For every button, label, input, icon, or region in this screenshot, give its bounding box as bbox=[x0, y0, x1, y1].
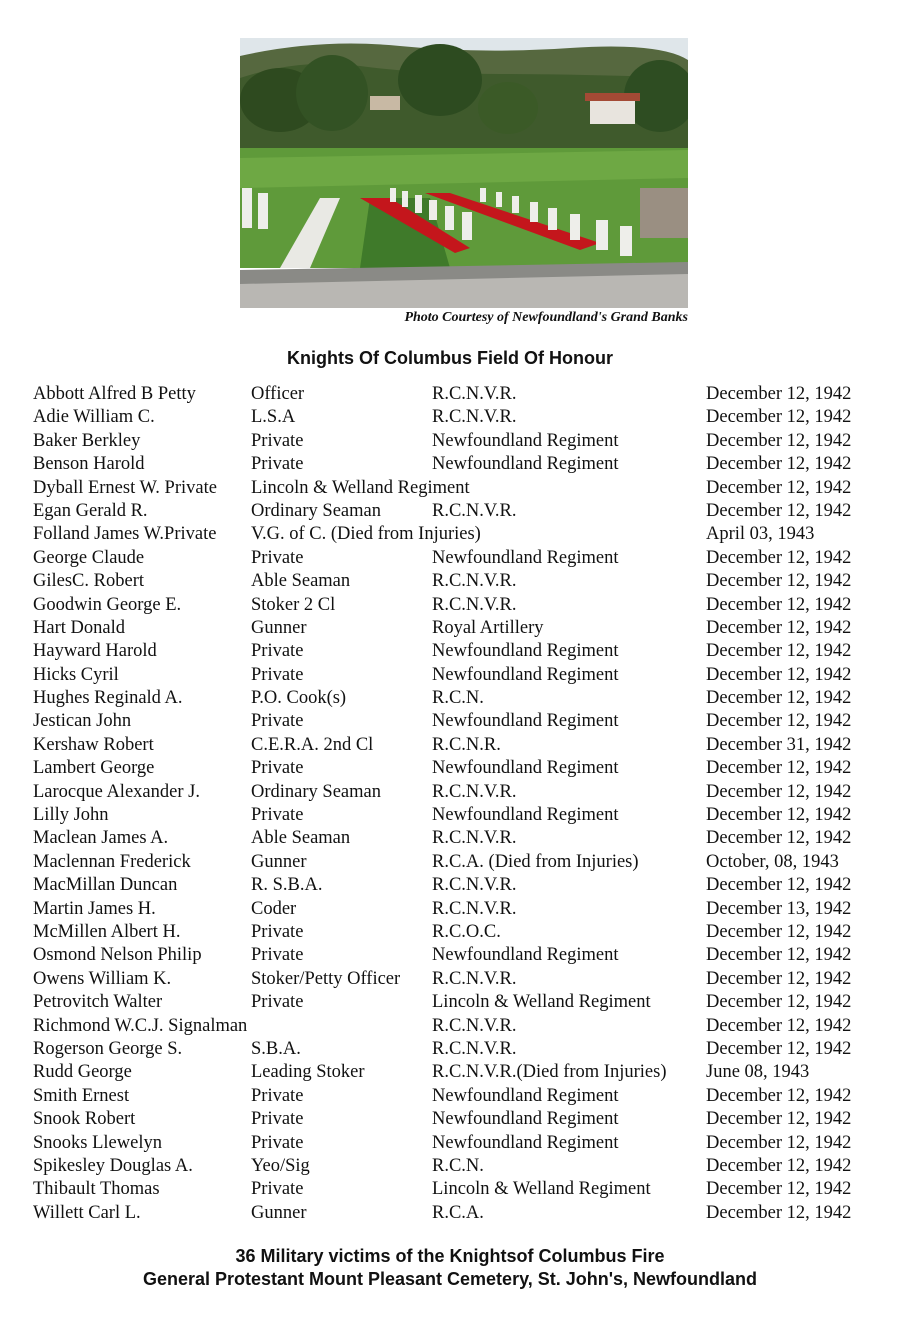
list-item bbox=[33, 1132, 883, 1155]
victim-date: December 12, 1942 bbox=[706, 875, 852, 896]
list-item bbox=[33, 617, 883, 640]
victim-date: December 12, 1942 bbox=[706, 1085, 852, 1106]
victim-unit: Newfoundland Regiment bbox=[432, 758, 619, 779]
victim-name: Willett Carl L. bbox=[33, 1202, 141, 1223]
list-item bbox=[33, 1108, 883, 1131]
victim-unit: R.C.O.C. bbox=[432, 921, 501, 942]
victim-unit: R.C.N.V.R. bbox=[432, 781, 517, 802]
list-item bbox=[33, 1015, 883, 1038]
victim-unit: Newfoundland Regiment bbox=[432, 454, 619, 475]
victim-name: Snooks Llewelyn bbox=[33, 1132, 162, 1153]
list-item bbox=[33, 640, 883, 663]
victim-date: December 12, 1942 bbox=[706, 617, 852, 638]
list-item bbox=[33, 453, 883, 476]
victim-date: December 12, 1942 bbox=[706, 711, 852, 732]
victim-name: Adie William C. bbox=[33, 407, 155, 428]
victim-unit: R.C.A. (Died from Injuries) bbox=[432, 851, 639, 872]
victim-date: April 03, 1943 bbox=[706, 524, 815, 545]
victim-name: GilesC. Robert bbox=[33, 571, 144, 592]
list-item bbox=[33, 804, 883, 827]
list-item bbox=[33, 781, 883, 804]
victim-date: December 12, 1942 bbox=[706, 454, 852, 475]
page-title: Knights Of Columbus Field Of Honour bbox=[287, 348, 613, 368]
victim-date: December 12, 1942 bbox=[706, 1179, 852, 1200]
victim-rank: Ordinary Seaman bbox=[251, 500, 381, 521]
victim-name: Egan Gerald R. bbox=[33, 500, 148, 521]
list-item bbox=[33, 968, 883, 991]
victim-name: Hughes Reginald A. bbox=[33, 688, 183, 709]
victim-name: Larocque Alexander J. bbox=[33, 781, 200, 802]
victim-unit: R.C.N.V.R. bbox=[432, 594, 517, 615]
victim-rank: Private bbox=[251, 921, 304, 942]
victim-rank: R. S.B.A. bbox=[251, 875, 323, 896]
victim-rank: Private bbox=[251, 547, 304, 568]
victim-unit: R.C.N.V.R.(Died from Injuries) bbox=[432, 1062, 667, 1083]
victim-date: December 12, 1942 bbox=[706, 500, 852, 521]
victim-rank: Private bbox=[251, 945, 304, 966]
list-item bbox=[33, 383, 883, 406]
victim-rank: Private bbox=[251, 805, 304, 826]
victim-name: Folland James W.Private bbox=[33, 524, 217, 545]
victim-name: George Claude bbox=[33, 547, 145, 568]
list-item bbox=[33, 406, 883, 429]
victim-name: Rudd George bbox=[33, 1062, 132, 1083]
victim-rank: Gunner bbox=[251, 617, 307, 638]
victim-name: Martin James H. bbox=[33, 898, 156, 919]
victim-name: Richmond W.C.J. Signalman bbox=[33, 1015, 248, 1036]
victim-unit: R.C.N.R. bbox=[432, 734, 501, 755]
list-item bbox=[33, 1061, 883, 1084]
footer-line-2: General Protestant Mount Pleasant Cemetery, St. John's, Newfoundland bbox=[142, 1269, 758, 1289]
victim-name: Hart Donald bbox=[33, 617, 125, 638]
victim-rank: Able Seaman bbox=[251, 571, 351, 592]
victim-unit: R.C.N.V.R. bbox=[432, 384, 517, 404]
victim-rank: Private bbox=[251, 1085, 304, 1106]
victim-unit: R.C.N.V.R. bbox=[432, 828, 517, 849]
list-item bbox=[33, 851, 883, 874]
victim-name: Maclennan Frederick bbox=[33, 851, 191, 872]
victim-unit: R.C.N.V.R. bbox=[432, 1038, 517, 1059]
victim-date: December 12, 1942 bbox=[706, 992, 852, 1013]
list-item bbox=[33, 664, 883, 687]
victim-unit: Newfoundland Regiment bbox=[432, 1085, 619, 1106]
list-item bbox=[33, 757, 883, 780]
victim-name: Thibault Thomas bbox=[33, 1179, 160, 1200]
list-item bbox=[33, 710, 883, 733]
victim-rank: Private bbox=[251, 664, 304, 685]
victim-unit: Newfoundland Regiment bbox=[432, 945, 619, 966]
victim-rank: Private bbox=[251, 992, 304, 1013]
victim-name: McMillen Albert H. bbox=[33, 921, 181, 942]
victim-name: Hicks Cyril bbox=[33, 664, 119, 685]
victim-name: Petrovitch Walter bbox=[33, 992, 163, 1013]
victim-name: Smith Ernest bbox=[33, 1085, 130, 1106]
victim-date: December 12, 1942 bbox=[706, 407, 852, 428]
victim-name: Lilly John bbox=[33, 805, 109, 826]
list-item bbox=[33, 1155, 883, 1178]
victim-date: December 12, 1942 bbox=[706, 781, 852, 802]
victim-rank: S.B.A. bbox=[251, 1038, 301, 1059]
victim-date: December 12, 1942 bbox=[706, 1155, 852, 1176]
victim-date: December 12, 1942 bbox=[706, 1202, 852, 1223]
victim-rank: Able Seaman bbox=[251, 828, 351, 849]
cemetery-photo bbox=[240, 38, 688, 308]
victim-unit: Newfoundland Regiment bbox=[432, 805, 619, 826]
footer-line-1: 36 Military victims of the Knightsof Columbus Fire bbox=[235, 1246, 665, 1266]
victim-rank: Ordinary Seaman bbox=[251, 781, 381, 802]
victim-name: Lambert George bbox=[33, 758, 155, 779]
list-item bbox=[33, 523, 883, 546]
victim-rank: Gunner bbox=[251, 1202, 307, 1223]
victim-unit: R.C.N. bbox=[432, 1155, 484, 1176]
victim-rank: Private bbox=[251, 1179, 304, 1200]
victim-date: December 12, 1942 bbox=[706, 571, 852, 592]
victim-rank: Stoker 2 Cl bbox=[251, 594, 336, 615]
victim-rank: L.S.A bbox=[251, 407, 296, 428]
victim-rank: V.G. of C. (Died from Injuries) bbox=[251, 524, 481, 545]
victim-unit: R.C.N.V.R. bbox=[432, 875, 517, 896]
victim-date: December 12, 1942 bbox=[706, 828, 852, 849]
victim-date: December 12, 1942 bbox=[706, 594, 852, 615]
list-item bbox=[33, 1202, 883, 1225]
victim-date: December 12, 1942 bbox=[706, 384, 852, 404]
victim-name: Dyball Ernest W. Private bbox=[33, 477, 217, 498]
list-item bbox=[33, 898, 883, 921]
victim-name: Owens William K. bbox=[33, 968, 172, 989]
victim-rank: Gunner bbox=[251, 851, 307, 872]
list-item bbox=[33, 500, 883, 523]
victim-date: December 12, 1942 bbox=[706, 1109, 852, 1130]
victim-name: Maclean James A. bbox=[33, 828, 169, 849]
victim-date: December 12, 1942 bbox=[706, 477, 852, 498]
victim-name: MacMillan Duncan bbox=[33, 875, 178, 896]
victim-unit: Royal Artillery bbox=[432, 617, 544, 638]
list-item bbox=[33, 430, 883, 453]
victim-date: December 12, 1942 bbox=[706, 805, 852, 826]
list-item bbox=[33, 570, 883, 593]
victim-rank: Private bbox=[251, 711, 304, 732]
victim-rank: Stoker/Petty Officer bbox=[251, 968, 401, 989]
victim-rank: Lincoln & Welland Regiment bbox=[251, 477, 470, 498]
victim-rank: Officer bbox=[251, 384, 305, 404]
victim-name: Kershaw Robert bbox=[33, 734, 154, 755]
list-item bbox=[33, 827, 883, 850]
victim-unit: R.C.N.V.R. bbox=[432, 968, 517, 989]
list-item bbox=[33, 944, 883, 967]
list-item bbox=[33, 547, 883, 570]
victim-rank: Private bbox=[251, 1132, 304, 1153]
victim-unit: Newfoundland Regiment bbox=[432, 641, 619, 662]
victim-name: Spikesley Douglas A. bbox=[33, 1155, 193, 1176]
victim-unit: R.C.N.V.R. bbox=[432, 571, 517, 592]
victim-rank: P.O. Cook(s) bbox=[251, 688, 347, 709]
victim-date: December 13, 1942 bbox=[706, 898, 852, 919]
victim-unit: R.C.A. bbox=[432, 1202, 484, 1223]
victim-rank: Private bbox=[251, 430, 304, 451]
victim-name: Rogerson George S. bbox=[33, 1038, 183, 1059]
victim-rank: Leading Stoker bbox=[251, 1062, 365, 1083]
victim-name: Abbott Alfred B Petty bbox=[33, 384, 196, 404]
victim-date: December 12, 1942 bbox=[706, 547, 852, 568]
victim-unit: Newfoundland Regiment bbox=[432, 711, 619, 732]
list-item bbox=[33, 921, 883, 944]
victim-unit: R.C.N.V.R. bbox=[432, 407, 517, 428]
list-item bbox=[33, 1178, 883, 1201]
photo-caption: Photo Courtesy of Newfoundland's Grand Banks bbox=[404, 310, 688, 325]
victim-date: December 31, 1942 bbox=[706, 734, 852, 755]
victim-date: December 12, 1942 bbox=[706, 1038, 852, 1059]
victim-unit: Lincoln & Welland Regiment bbox=[432, 1179, 651, 1200]
victim-date: December 12, 1942 bbox=[706, 945, 852, 966]
list-item bbox=[33, 991, 883, 1014]
victim-name: Hayward Harold bbox=[33, 641, 157, 662]
list-item bbox=[33, 594, 883, 617]
victim-unit: R.C.N.V.R. bbox=[432, 1015, 517, 1036]
victim-date: December 12, 1942 bbox=[706, 430, 852, 451]
victim-rank: C.E.R.A. 2nd Cl bbox=[251, 734, 374, 755]
list-item bbox=[33, 1085, 883, 1108]
victim-date: December 12, 1942 bbox=[706, 968, 852, 989]
victim-unit: Newfoundland Regiment bbox=[432, 547, 619, 568]
victim-date: December 12, 1942 bbox=[706, 758, 852, 779]
list-item bbox=[33, 1038, 883, 1061]
victim-date: June 08, 1943 bbox=[706, 1062, 810, 1083]
victim-unit: Lincoln & Welland Regiment bbox=[432, 992, 651, 1013]
victim-date: December 12, 1942 bbox=[706, 688, 852, 709]
victim-date: December 12, 1942 bbox=[706, 1015, 852, 1036]
list-item bbox=[33, 874, 883, 897]
victim-unit: Newfoundland Regiment bbox=[432, 664, 619, 685]
victim-rank: Private bbox=[251, 758, 304, 779]
victim-unit: R.C.N.V.R. bbox=[432, 500, 517, 521]
victim-unit: Newfoundland Regiment bbox=[432, 1132, 619, 1153]
victim-name: Snook Robert bbox=[33, 1109, 136, 1130]
victim-date: December 12, 1942 bbox=[706, 921, 852, 942]
victim-rank: Private bbox=[251, 1109, 304, 1130]
victim-unit: Newfoundland Regiment bbox=[432, 430, 619, 451]
list-item bbox=[33, 477, 883, 500]
victim-list bbox=[33, 383, 883, 1225]
victim-name: Benson Harold bbox=[33, 454, 145, 475]
victim-name: Osmond Nelson Philip bbox=[33, 945, 202, 966]
victim-rank: Private bbox=[251, 641, 304, 662]
list-item bbox=[33, 734, 883, 757]
victim-date: October, 08, 1943 bbox=[706, 851, 839, 872]
victim-date: December 12, 1942 bbox=[706, 664, 852, 685]
victim-unit: R.C.N. bbox=[432, 688, 484, 709]
victim-name: Goodwin George E. bbox=[33, 594, 182, 615]
victim-unit: R.C.N.V.R. bbox=[432, 898, 517, 919]
victim-rank: Yeo/Sig bbox=[251, 1155, 310, 1176]
victim-name: Jestican John bbox=[33, 711, 132, 732]
victim-rank: Coder bbox=[251, 898, 297, 919]
victim-date: December 12, 1942 bbox=[706, 641, 852, 662]
list-item bbox=[33, 687, 883, 710]
victim-rank: Private bbox=[251, 454, 304, 475]
victim-unit: Newfoundland Regiment bbox=[432, 1109, 619, 1130]
victim-name: Baker Berkley bbox=[33, 430, 141, 451]
victim-date: December 12, 1942 bbox=[706, 1132, 852, 1153]
